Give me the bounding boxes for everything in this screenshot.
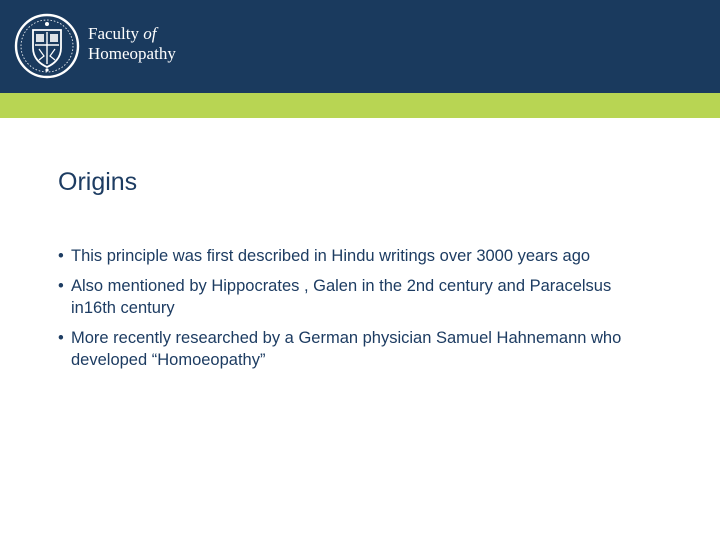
crest-icon [14, 12, 80, 80]
slide-title: Origins [58, 168, 138, 196]
faculty-crest-logo [14, 12, 80, 80]
header-band [0, 0, 720, 93]
bullet-dot-icon: • [58, 247, 64, 265]
bullet-text: More recently researched by a German physician Samuel Hahnemann who developed “Homoeopathy” [71, 329, 622, 369]
bullet-dot-icon: • [58, 277, 64, 295]
bullet-text: Also mentioned by Hippocrates , Galen in the 2nd century and Paracelsus in16th century [71, 277, 612, 317]
bullet-dot-icon: • [58, 329, 64, 347]
bullet-text: This principle was first described in Hindu writings over 3000 years ago [71, 247, 591, 265]
logo-line1: Faculty [88, 24, 139, 43]
bullet-list [58, 245, 658, 379]
accent-band [0, 93, 720, 118]
bullet-item [58, 245, 658, 267]
logo-line1-italic: of [143, 24, 157, 43]
bullet-item [58, 327, 658, 371]
logo-line2: Homeopathy [88, 44, 176, 63]
bullet-item [58, 275, 658, 319]
faculty-logo-text [88, 24, 176, 64]
